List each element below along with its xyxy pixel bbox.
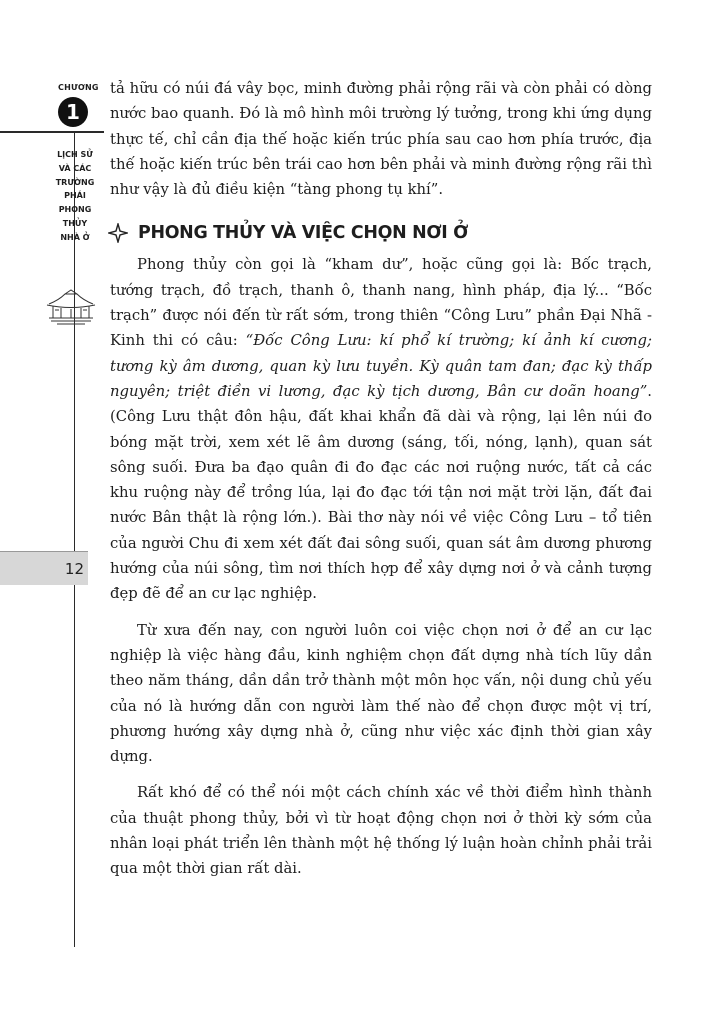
- paragraph: [110, 252, 652, 606]
- pavilion-roof-icon: [45, 288, 97, 328]
- chapter-title-line: TRƯỜNG: [55, 177, 95, 187]
- chapter-title-line: THỦY: [62, 218, 88, 228]
- four-point-star-icon: [108, 223, 128, 243]
- chapter-title-line: NHÀ Ở: [60, 232, 90, 242]
- section-heading: [108, 223, 652, 243]
- chapter-title-line: PHONG: [58, 205, 92, 215]
- page-body: [110, 76, 652, 882]
- page-number: 12: [64, 560, 84, 578]
- section-heading-text: PHONG THỦY VÀ VIỆC CHỌN NƠI Ở: [138, 223, 469, 244]
- paragraph-text: . (Công Lưu thật đôn hậu, đất khai khẩn đã dài và rộng, lại lên núi đo bóng mặt trời, xem xét lẽ âm dương (sáng, tối, nóng, lạnh), quan sát sông suối. Đưa ba đạo quân đi đo đạc các nơi ruộng nước, tất cả các khu ruộng này để trồng lúa, lại đo đạc tới tận nơi mặt trời lặn, đất đai nước Bân thật là rộng lớn.). Bài thơ này nói về việc Công Lưu – tổ tiên của người Chu đi xem xét đất đai sông suối, quan sát âm dương phương hướng của núi sông, tìm nơi thích hợp để xây dựng nơi ở và cảnh tượng đẹp đẽ để an cư lạc nghiệp.: [110, 382, 652, 603]
- chapter-title: [55, 148, 95, 245]
- paragraph: Từ xưa đến nay, con người luôn coi việc chọn nơi ở để an cư lạc nghiệp là việc hàng đầu, kinh nghiệm chọn đất dựng nhà tích lũy dần theo năm tháng, dần dần trở thành một môn học vấn, nội dung chủ yếu của nó là hướng dẫn con người làm thế nào để chọn được một vị trí, phương hướng xây dựng nhà ở, cũng như việc xác định thời gian xây dựng.: [110, 621, 652, 766]
- chapter-title-line: VÀ CÁC: [58, 163, 92, 173]
- chapter-sidebar: [0, 0, 110, 1024]
- page-number-tab: [0, 551, 88, 585]
- poem-quote: “Đốc Công Lưu: kí phổ kí trường; kí ảnh kí cương; tương kỳ âm dương, quan kỳ lưu tuyền. Kỳ quân tam đan; đạc kỳ thấp nguyên; triệt điền vi lương, đạc kỳ tịch dương, Bân cư doãn hoang”: [110, 332, 652, 400]
- paragraph-text: Phong thủy còn gọi là “kham dư”, hoặc cũng gọi là: Bốc trạch, tướng trạch, đồ trạch, thanh ô, thanh nang, hình pháp, địa lý... “Bốc trạch” được nói đến từ rất sớm, trong thiên “Công Lưu” phần Đại Nhã - Kinh thi có câu:: [110, 256, 652, 350]
- sidebar-horizontal-rule: [0, 131, 104, 133]
- chapter-number-badge: 1: [58, 97, 88, 127]
- chapter-title-line: PHÁI: [64, 191, 86, 201]
- paragraph: tả hữu có núi đá vây bọc, minh đường phải rộng rãi và còn phải có dòng nước bao quanh. Đó là mô hình môi trường lý tưởng, trong khi ứng dụng thực tế, chỉ cần địa thế hoặc kiến trúc phía sau cao hơn phía trước, địa thế hoặc kiến trúc bên trái cao hơn bên phải và minh đường rộng rãi thì như vậy là đủ điều kiện “tàng phong tụ khí”.: [110, 80, 652, 199]
- chapter-title-line: LỊCH SỬ: [57, 150, 93, 159]
- sidebar-vertical-rule: [74, 132, 75, 947]
- chapter-label: CHƯƠNG: [58, 83, 99, 92]
- paragraph: Rất khó để có thể nói một cách chính xác về thời điểm hình thành của thuật phong thủy, bởi vì từ hoạt động chọn nơi ở thời kỳ sớm của nhân loại phát triển lên thành một hệ thống lý luận hoàn chỉnh phải trải qua một thời gian rất dài.: [110, 784, 652, 878]
